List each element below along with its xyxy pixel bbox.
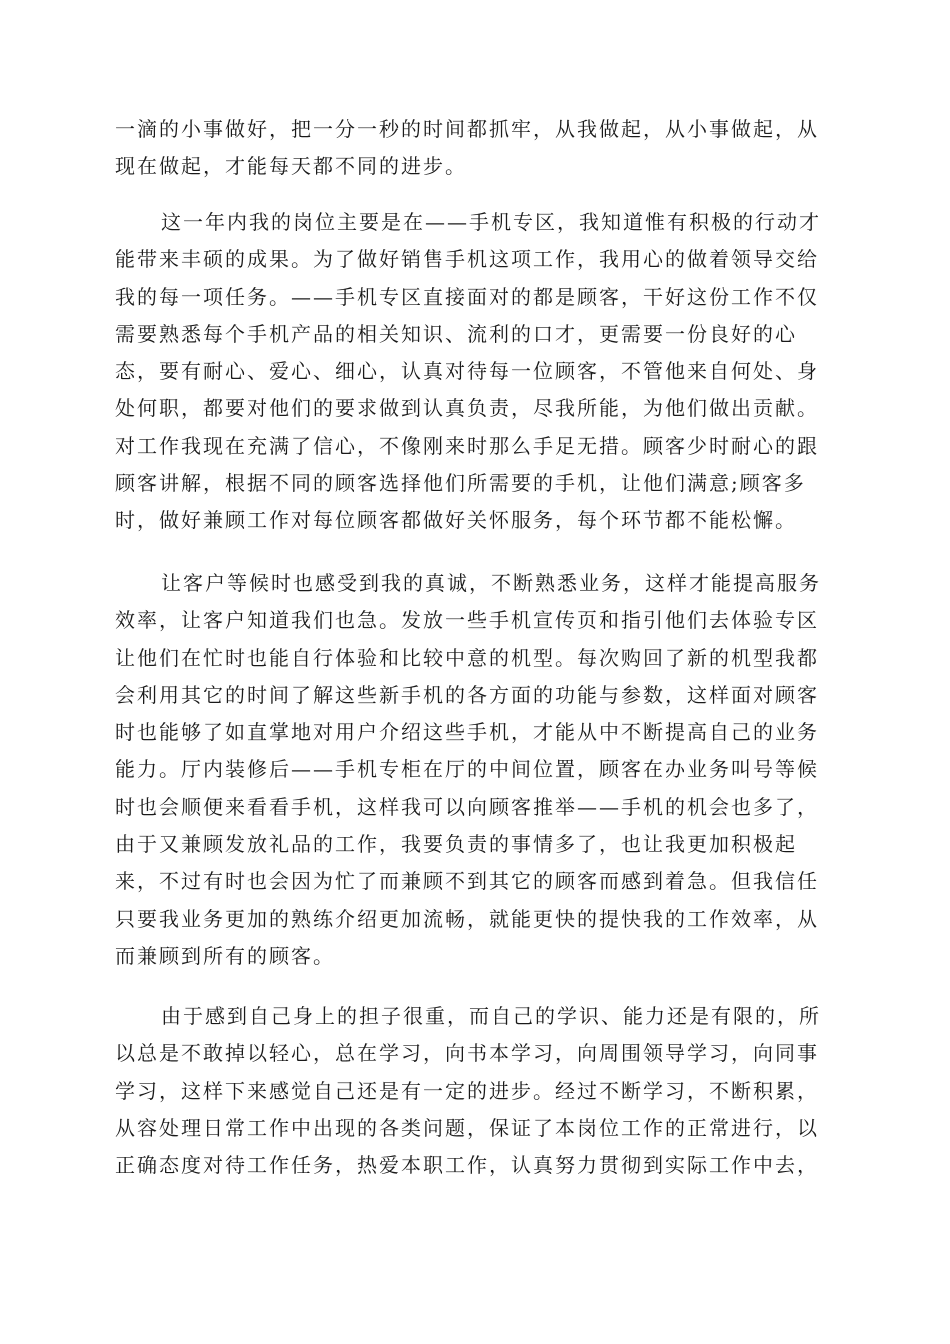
text-line: 时也能够了如直掌地对用户介绍这些手机，才能从中不断提高自己的业务 <box>115 720 819 745</box>
text-line: 正确态度对待工作任务，热爱本职工作，认真努力贯彻到实际工作中去， <box>115 1153 819 1178</box>
paragraph-3 <box>115 565 835 975</box>
paragraph-1 <box>115 111 835 186</box>
text-line: 由于感到自己身上的担子很重，而自己的学识、能力还是有限的，所 <box>161 1004 821 1028</box>
text-line: 会利用其它的时间了解这些新手机的各方面的功能与参数，这样面对顾客 <box>115 682 819 707</box>
text-line: 处何职，都要对他们的要求做到认真负责，尽我所能，为他们做出贡献。 <box>115 396 819 421</box>
text-line: 以总是不敢掉以轻心，总在学习，向书本学习，向周围领导学习，向同事 <box>115 1041 819 1066</box>
text-line: 一滴的小事做好，把一分一秒的时间都抓牢，从我做起，从小事做起，从 <box>115 117 819 141</box>
text-line: 由于又兼顾发放礼品的工作，我要负责的事情多了，也让我更加积极起 <box>115 832 797 857</box>
text-line: 时也会顺便来看看手机，这样我可以向顾客推举——手机的机会也多了， <box>115 794 819 819</box>
text-line: 能力。厅内装修后——手机专柜在厅的中间位置，顾客在办业务叫号等候 <box>115 757 819 782</box>
text-line: 现在做起，才能每天都不同的进步。 <box>115 154 467 179</box>
text-line: 而兼顾到所有的顾客。 <box>115 943 335 968</box>
text-line: 顾客讲解，根据不同的顾客选择他们所需要的手机，让他们满意;顾客多 <box>115 471 806 496</box>
paragraph-4 <box>115 998 835 1184</box>
text-line: 学习，这样下来感觉自己还是有一定的进步。经过不断学习，不断积累， <box>115 1078 819 1103</box>
text-line: 态，要有耐心、爱心、细心，认真对待每一位顾客，不管他来自何处、身 <box>115 359 819 384</box>
text-line: 这一年内我的岗位主要是在——手机专区，我知道惟有积极的行动才 <box>161 210 821 234</box>
text-line: 时，做好兼顾工作对每位顾客都做好关怀服务，每个环节都不能松懈。 <box>115 508 797 533</box>
text-line: 从容处理日常工作中出现的各类问题，保证了本岗位工作的正常进行，以 <box>115 1115 819 1140</box>
text-line: 让他们在忙时也能自行体验和比较中意的机型。每次购回了新的机型我都 <box>115 645 819 670</box>
text-line: 我的每一项任务。——手机专区直接面对的都是顾客，干好这份工作不仅 <box>115 284 819 309</box>
text-line: 让客户等候时也感受到我的真诚，不断熟悉业务，这样才能提高服务 <box>161 571 821 595</box>
text-line: 需要熟悉每个手机产品的相关知识、流利的口才，更需要一份良好的心 <box>115 321 797 346</box>
text-line: 能带来丰硕的成果。为了做好销售手机这项工作，我用心的做着领导交给 <box>115 247 819 272</box>
paragraph-2 <box>115 204 835 540</box>
text-line: 效率，让客户知道我们也急。发放一些手机宣传页和指引他们去体验专区 <box>115 608 819 633</box>
text-line: 来，不过有时也会因为忙了而兼顾不到其它的顾客而感到着急。但我信任 <box>115 869 819 894</box>
text-line: 只要我业务更加的熟练介绍更加流畅，就能更快的提快我的工作效率，从 <box>115 906 819 931</box>
text-line: 对工作我现在充满了信心，不像刚来时那么手足无措。顾客少时耐心的跟 <box>115 433 819 458</box>
